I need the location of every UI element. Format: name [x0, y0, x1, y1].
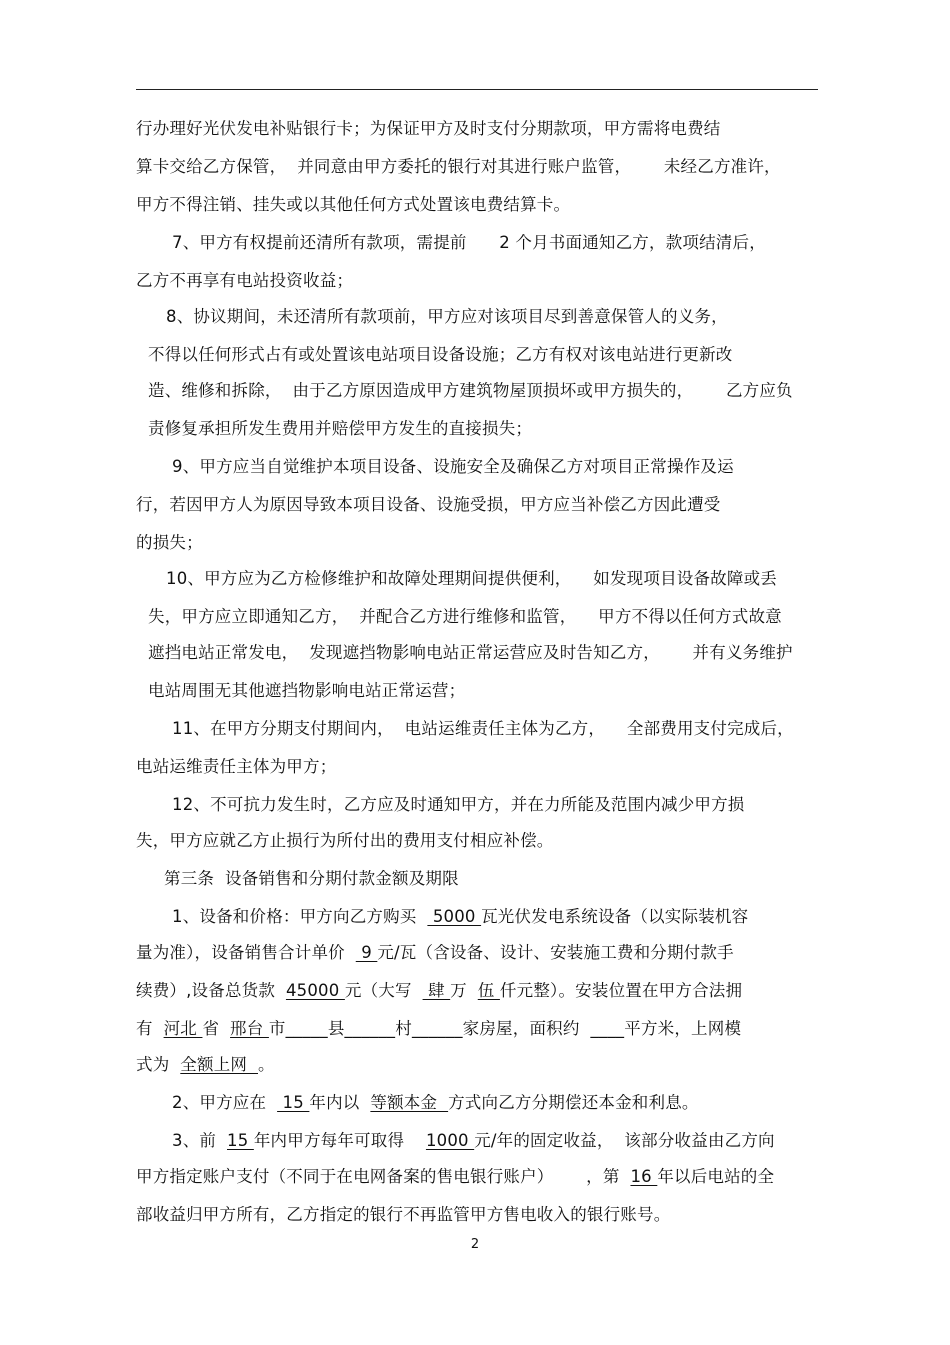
header-rule: [136, 89, 818, 90]
clause3-line: [136, 1167, 774, 1187]
text: 元（大写: [344, 981, 423, 1000]
body-line: 行办理好光伏发电补贴银行卡；为保证甲方及时支付分期款项，甲方需将电费结: [136, 119, 721, 138]
text: 年内甲方每年可取得: [253, 1131, 426, 1150]
text: 市_____县______村______家房屋，面积约 ____平方米，上网模: [268, 1019, 742, 1038]
filled-field: 9: [355, 943, 378, 962]
text: 元/年的固定收益， 该部分收益由乙方向: [474, 1131, 775, 1150]
filled-field: 45000: [285, 981, 345, 1000]
clause1-line: [172, 907, 748, 927]
filled-field: 等额本金: [370, 1093, 449, 1112]
text: 续费）,设备总货款: [136, 981, 286, 1000]
body-line: 责修复承担所发生费用并赔偿甲方发生的直接损失；: [148, 419, 533, 438]
clause3-line: 部收益归甲方所有，乙方指定的银行不再监管甲方售电收入的银行账号。: [136, 1205, 671, 1224]
text: 。: [258, 1055, 275, 1074]
body-line: 算卡交给乙方保管， 并同意由甲方委托的银行对其进行账户监管， 未经乙方准许，: [136, 157, 781, 176]
body-line: 7、甲方有权提前还清所有款项，需提前 2 个月书面通知乙方，款项结清后，: [172, 233, 766, 252]
body-line: 9、甲方应当自觉维护本项目设备、设施安全及确保乙方对项目正常操作及运: [172, 457, 734, 476]
body-line: 遮挡电站正常发电， 发现遮挡物影响电站正常运营应及时告知乙方， 并有义务维护: [148, 643, 793, 662]
filled-field: 伍: [477, 981, 500, 1000]
text: 瓦光伏发电系统设备（以实际装机容: [481, 907, 749, 926]
body-line: 8、协议期间，未还清所有款项前，甲方应对该项目尽到善意保管人的义务，: [166, 307, 728, 326]
text: 量为准），设备销售合计单价: [136, 943, 356, 962]
text: 有: [136, 1019, 164, 1038]
filled-field: 全额上网: [180, 1055, 258, 1074]
body-line: 11、在甲方分期支付期间内， 电站运维责任主体为乙方， 全部费用支付完成后，: [172, 719, 794, 738]
body-line: 电站周围无其他遮挡物影响电站正常运营；: [148, 681, 466, 700]
text: 年内以: [309, 1093, 371, 1112]
text: 甲方指定账户支付（不同于在电网备案的售电银行账户） ，第: [136, 1167, 631, 1186]
body-line: 失，甲方应立即通知乙方， 并配合乙方进行维修和监管， 甲方不得以任何方式故意: [148, 607, 782, 626]
body-line: 失，甲方应就乙方止损行为所付出的费用支付相应补偿。: [136, 831, 554, 850]
text: 万: [450, 981, 478, 1000]
filled-field: 5000: [427, 907, 482, 926]
filled-field: 肆: [422, 981, 451, 1000]
filled-field: 邢台: [230, 1019, 269, 1038]
section-heading: 第三条 设备销售和分期付款金额及期限: [164, 869, 459, 888]
filled-field: 15: [277, 1093, 310, 1112]
filled-field: 1000: [425, 1131, 475, 1150]
body-line: 10、甲方应为乙方检修维护和故障处理期间提供便利， 如发现项目设备故障或丢: [166, 569, 777, 588]
clause1-line: [136, 1055, 275, 1075]
body-line: 乙方不再享有电站投资收益；: [136, 271, 354, 290]
clause2-line: [172, 1093, 699, 1113]
text: 2、甲方应在: [172, 1093, 278, 1112]
text: 元/瓦（含设备、设计、安装施工费和分期付款手: [377, 943, 734, 962]
text: 1、设备和价格：甲方向乙方购买: [172, 907, 428, 926]
clause1-line: [136, 981, 742, 1001]
body-line: 不得以任何形式占有或处置该电站项目设备设施；乙方有权对该电站进行更新改: [148, 345, 733, 364]
body-line: 电站运维责任主体为甲方；: [136, 757, 337, 776]
body-line: 12、不可抗力发生时，乙方应及时通知甲方，并在力所能及范围内减少甲方损: [172, 795, 745, 814]
body-line: 甲方不得注销、挂失或以其他任何方式处置该电费结算卡。: [136, 195, 571, 214]
clause3-line: [172, 1131, 775, 1151]
filled-field: 16: [630, 1167, 658, 1186]
clause1-line: [136, 943, 734, 963]
filled-field: 15: [227, 1131, 254, 1150]
text: 年以后电站的全: [657, 1167, 775, 1186]
clause1-line: [136, 1019, 741, 1039]
body-line: 的损失；: [136, 533, 203, 552]
body-line: 造、维修和拆除， 由于乙方原因造成甲方建筑物屋顶损坏或甲方损失的， 乙方应负: [148, 381, 793, 400]
text: 式为: [136, 1055, 181, 1074]
page-number: 2: [470, 1237, 480, 1252]
text: 方式向乙方分期偿还本金和利息。: [448, 1093, 699, 1112]
text: 省: [202, 1019, 231, 1038]
filled-field: 河北: [163, 1019, 203, 1038]
text: 仟元整）。安装位置在甲方合法拥: [499, 981, 743, 1000]
body-line: 行，若因甲方人为原因导致本项目设备、设施受损，甲方应当补偿乙方因此遭受: [136, 495, 721, 514]
text: 3、前: [172, 1131, 227, 1150]
